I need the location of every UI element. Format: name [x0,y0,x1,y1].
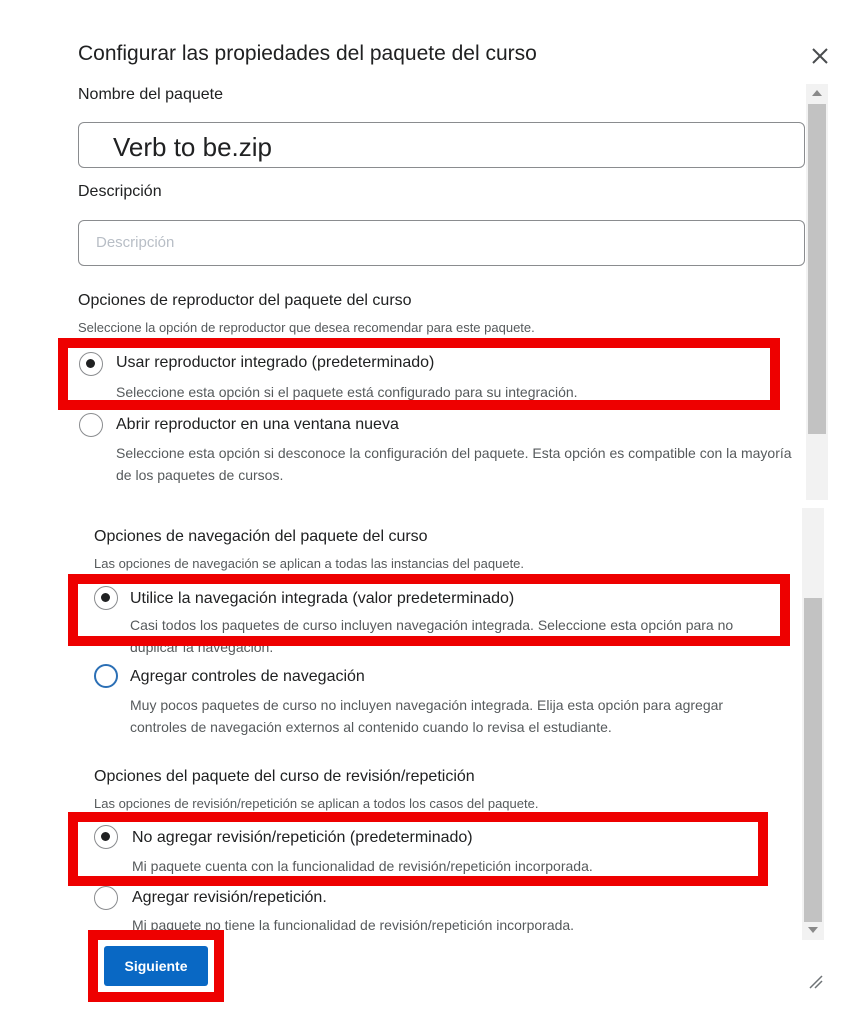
review-section-subtitle: Las opciones de revisión/repetición se aplican a todos los casos del paquete. [94,796,539,811]
package-name-input[interactable] [78,122,805,168]
highlight-box-navigation [68,574,790,646]
radio-add-review[interactable] [94,886,118,910]
scrollbar-lower-thumb[interactable] [804,598,822,922]
description-placeholder: Descripción [96,234,175,251]
description-input[interactable] [78,220,805,266]
option-new-window-desc: Seleccione esta opción si desconoce la configuración del paquete. Esta opción es compatible con la mayoría de los paquetes de cursos. [116,445,792,483]
package-name-label: Nombre del paquete [78,86,223,103]
option-integrated-player-desc: Seleccione esta opción si el paquete está configurado para su integración. [116,384,578,400]
scroll-down-arrow-icon[interactable] [808,927,818,933]
description-label: Descripción [78,183,162,200]
player-section-subtitle: Seleccione la opción de reproductor que desea recomendar para este paquete. [78,320,535,335]
resize-handle-icon[interactable] [806,972,824,990]
highlight-box-review [68,812,768,886]
option-new-window-label: Abrir reproductor en una ventana nueva [116,416,399,433]
option-no-review-label: No agregar revisión/repetición (predeterminado) [132,829,473,846]
scrollbar-upper-thumb[interactable] [808,104,826,434]
navigation-section-subtitle: Las opciones de navegación se aplican a todas las instancias del paquete. [94,556,525,571]
navigation-section-title: Opciones de navegación del paquete del curso [94,528,428,545]
option-integrated-player-label: Usar reproductor integrado (predeterminado) [116,354,435,371]
option-no-review-desc: Mi paquete cuenta con la funcionalidad de revisión/repetición incorporada. [132,858,593,874]
scroll-up-arrow-icon[interactable] [812,90,822,96]
review-section-title: Opciones del paquete del curso de revisión/repetición [94,768,475,785]
radio-new-window-player[interactable] [79,413,103,437]
option-integrated-navigation-desc: Casi todos los paquetes de curso incluyen navegación integrada. Seleccione esta opción para no duplicar la navegación. [130,617,734,655]
option-integrated-navigation-label: Utilice la navegación integrada (valor predeterminado) [130,590,515,607]
radio-add-navigation-controls[interactable] [94,664,118,688]
dialog-title: Configurar las propiedades del paquete del curso [78,42,537,65]
next-button[interactable]: Siguiente [104,946,208,986]
highlight-box-next-button [88,930,224,1002]
option-add-review-desc: Mi paquete no tiene la funcionalidad de revisión/repetición incorporada. [132,917,575,933]
close-icon[interactable] [808,44,832,68]
highlight-box-player [58,338,780,410]
option-add-review-label: Agregar revisión/repetición. [132,889,327,906]
option-add-navigation-desc: Muy pocos paquetes de curso no incluyen navegación integrada. Elija esta opción para agregar controles de navegación externos al contenido cuando lo revisa el estudiante. [130,697,724,735]
player-section-title: Opciones de reproductor del paquete del curso [78,292,412,309]
option-add-navigation-label: Agregar controles de navegación [130,668,365,685]
package-name-value: Verb to be.zip [113,132,272,162]
